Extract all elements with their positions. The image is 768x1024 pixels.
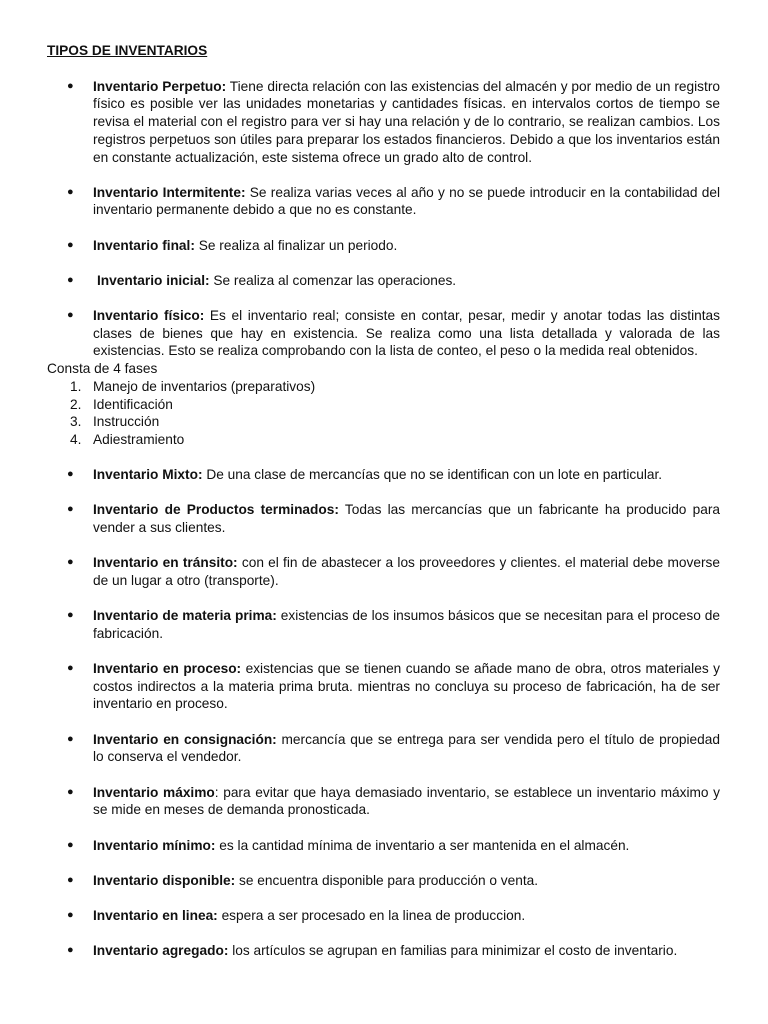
item-desc: existencias que se tienen cuando se añade mano de obra, otros materiales y costos indirectos a la materia prima bruta. mientras no concluya su proceso de fabricación, ha de ser inventario en proceso. [93,661,720,712]
list-item [47,272,720,290]
phase-item [47,431,720,449]
list-item [47,307,720,360]
inventory-list-b [47,466,720,960]
item-term: Inventario en linea: [93,907,218,923]
item-term: Inventario físico: [93,308,205,324]
item-term: Inventario final: [93,237,195,253]
list-item [47,942,720,960]
item-desc: Es el inventario real; consiste en contar, pesar, medir y anotar todas las distintas clases de bienes que hay en existencia. Se realiza como una lista detallada y valorada de las existencias. Esto se realiza comprobando con la lista de conteo, el peso o la medida real obtenidos. [93,308,720,359]
phase-text: Manejo de inventarios (preparativos) [93,378,316,394]
item-desc: mercancía que se entrega para ser vendida pero el título de propiedad lo conserva el vendedor. [93,731,720,765]
phase-text: Instrucción [93,414,160,430]
phase-item [47,378,720,396]
phase-number: 1. [70,378,82,394]
item-term: Inventario Perpetuo: [93,78,227,94]
item-desc: los artículos se agrupan en familias para minimizar el costo de inventario. [232,943,678,959]
item-term: Inventario agregado: [93,943,229,959]
phase-text: Adiestramiento [93,431,185,447]
phase-item [47,396,720,414]
item-desc: se encuentra disponible para producción o venta. [239,872,539,888]
list-item [47,554,720,589]
list-item [47,784,720,819]
list-item [47,872,720,890]
item-term: Inventario en proceso: [93,661,242,677]
phases-list [47,378,720,449]
phase-text: Identificación [93,396,173,412]
item-desc: De una clase de mercancías que no se identifican con un lote en particular. [206,467,663,483]
list-item [47,237,720,255]
item-term: Inventario disponible: [93,872,236,888]
item-term: Inventario inicial: [97,272,210,288]
item-term: Inventario de materia prima: [93,608,277,624]
phase-number: 4. [70,431,82,447]
item-desc: con el fin de abastecer a los proveedores y clientes. el material debe moverse de un lugar a otro (transporte). [93,555,720,588]
list-item [47,731,720,766]
item-desc: Se realiza al finalizar un periodo. [198,237,398,253]
item-term: Inventario mínimo: [93,837,216,853]
inventory-list-a [47,78,720,360]
item-term: Inventario en tránsito: [93,555,238,571]
item-desc: Se realiza varias veces al año y no se puede introducir en la contabilidad del inventario permanente debido a que no es constante. [93,184,721,218]
list-item [47,607,720,642]
list-item [47,78,720,167]
phases-intro: Consta de 4 fases [47,361,158,377]
list-item [47,466,720,484]
item-term: Inventario máximo [93,784,215,800]
item-desc: Tiene directa relación con las existencias del almacén y por medio de un registro físico es posible ver las unidades monetarias y cantidades físicas. en intervalos cortos de tiempo se revisa el material con el registro para ver si hay una relación y de lo contrario, se realizan cambios. Los registros perpetuos son útiles para preparar los estados financieros. Debido a que los inventarios están en constante actualización, este sistema ofrece un grado alto de control. [93,78,720,165]
list-item [47,501,720,536]
item-desc: existencias de los insumos básicos que se necesitan para el proceso de fabricación. [93,608,720,641]
item-desc: Se realiza al comenzar las operaciones. [213,272,457,288]
item-desc: espera a ser procesado en la linea de produccion. [221,907,526,923]
list-item [47,837,720,855]
list-item [47,184,720,219]
phase-item [47,413,720,431]
document-title: TIPOS DE INVENTARIOS [47,43,208,58]
list-item [47,907,720,925]
item-term: Inventario Mixto: [93,467,203,483]
item-desc: : para evitar que haya demasiado inventario, se establece un inventario máximo y se mide en meses de demanda pronosticada. [93,784,720,818]
item-desc: Todas las mercancías que un fabricante ha producido para vender a sus clientes. [93,502,720,536]
item-desc: es la cantidad mínima de inventario a ser mantenida en el almacén. [219,837,630,853]
phase-number: 2. [70,396,82,412]
document-page [47,42,720,960]
item-term: Inventario Intermitente: [93,184,246,200]
item-term: Inventario de Productos terminados: [93,502,339,518]
phase-number: 3. [70,414,82,430]
item-term: Inventario en consignación: [93,731,277,747]
list-item [47,660,720,713]
